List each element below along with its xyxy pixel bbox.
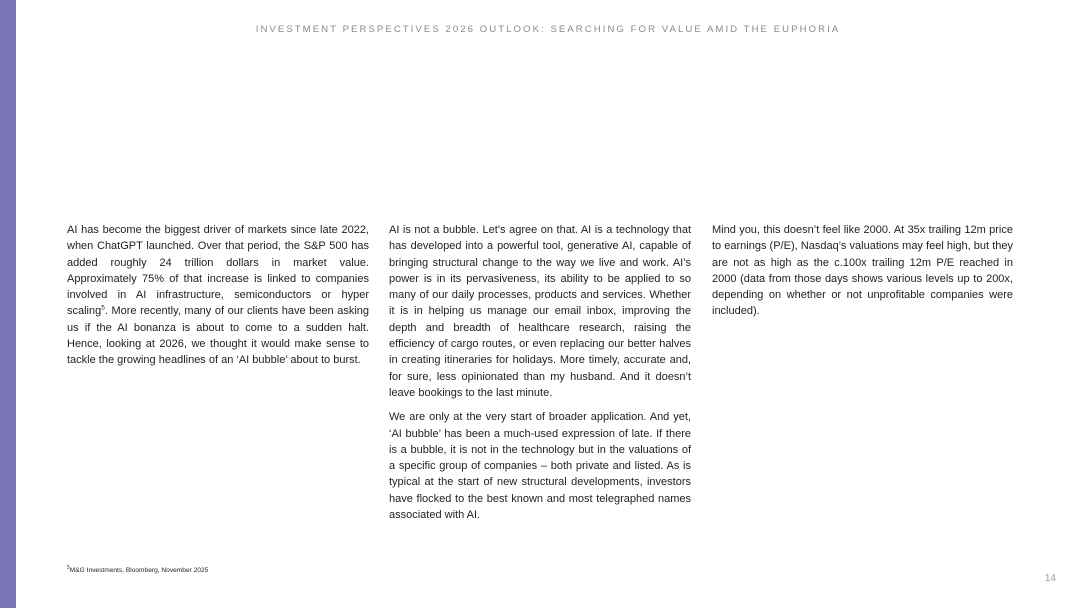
paragraph: We are only at the very start of broader application. And yet, ‘AI bubble’ has been a much-used expression of late. If there is a bubble, it is not in the technology but in the valuations of a specific group of companies – both private and listed. As is typical at the start of new structural developments, investors have flocked to the best known and most telegraphed names associated with AI. [389, 411, 691, 522]
paragraph: AI is not a bubble. Let’s agree on that. AI is a technology that has developed into a powerful tool, generative AI, capable of bringing structural change to the way we live and work. AI’s power is in its pervasiveness, its ability to be applied to so many of our daily processes, products and services. Whether it is in helping us manage our email inbox, improving the depth and breadth of healthcare research, raising the efficiency of cargo routes, or even replacing our better halves in creating itineraries for holidays. More timely, accurate and, for sure, less opinionated than my husband. And it doesn’t leave bookings to the last minute. [389, 224, 691, 399]
paragraph [67, 222, 369, 369]
footnote-reference[interactable]: 5 [101, 304, 105, 312]
footnote-marker: 5 [67, 564, 70, 571]
accent-side-bar [0, 0, 16, 608]
footnote [67, 564, 209, 574]
running-header: INVESTMENT PERSPECTIVES 2026 OUTLOOK: SEARCHING FOR VALUE AMID THE EUPHORIA [255, 24, 841, 35]
text-column-1 [67, 222, 369, 377]
page-number: 14 [1044, 573, 1056, 584]
paragraph-text: . More recently, many of our clients have been asking us if the AI bonanza is about to come to a sudden halt. Hence, looking at 2026, we thought it would make sense to tackle the growing headlines of an ‘AI bubble’ about to burst. [67, 305, 369, 367]
footnote-text: M&G Investments, Bloomberg, November 2025 [69, 567, 209, 574]
paragraph: Mind you, this doesn’t feel like 2000. At 35x trailing 12m price to earnings (P/E), Nasdaq’s valuations may feel high, but they are not as high as the c.100x trailing 12m P/E reached in 2000 (data from those days shows various levels up to 200x, depending on whether or not unprofitable companies were included). [712, 224, 1013, 318]
text-column-3 [712, 222, 1013, 328]
text-column-2 [389, 222, 691, 531]
paragraph-text: AI has become the biggest driver of markets since late 2022, when ChatGPT launched. Over that period, the S&P 500 has added roughly 24 trillion dollars in market value. Approximately 75% of that increase is linked to companies involved in AI infrastructure, semiconductors or hyper scaling [67, 224, 369, 318]
